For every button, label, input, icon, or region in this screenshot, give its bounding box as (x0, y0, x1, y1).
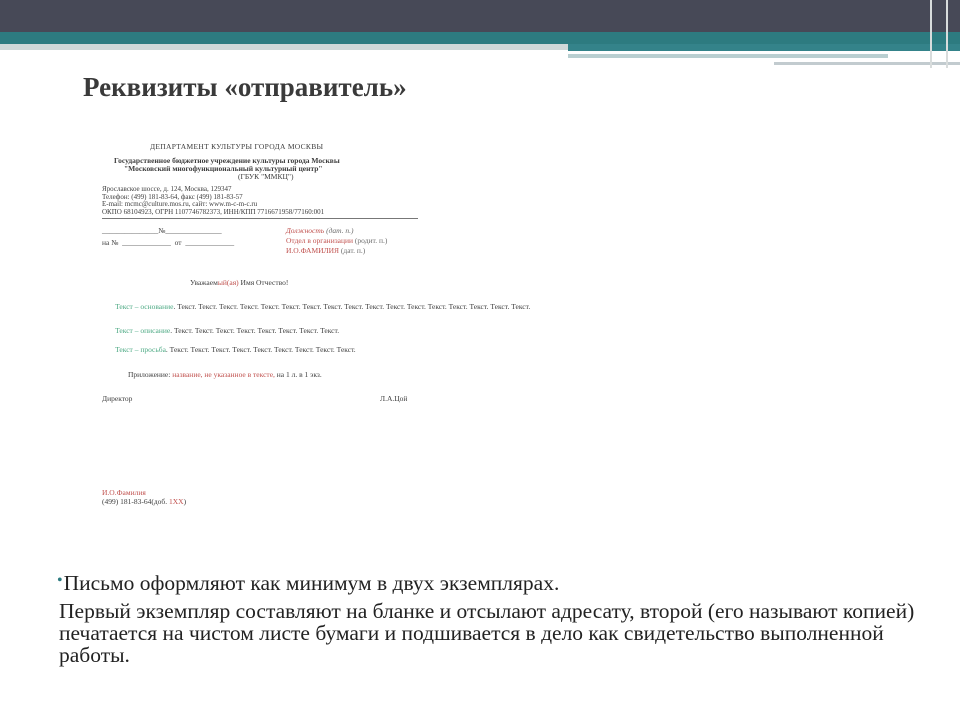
letter-department: ДЕПАРТАМЕНТ КУЛЬТУРЫ ГОРОДА МОСКВЫ (150, 142, 324, 151)
letter-org-short: (ГБУК "ММКЦ") (238, 172, 294, 181)
paragraph-label: Текст – описание (115, 326, 171, 335)
header-stripe (568, 44, 960, 51)
slide-title: Реквизиты «отправитель» (83, 72, 407, 102)
executor-phone-start: (499) 181-83-64(доб. (102, 497, 168, 506)
letter-number-row: _______________№_______________ (102, 226, 222, 235)
greeting-suffix: ый(ая) (217, 278, 239, 287)
letter-email: E-mail: mcmc@culture.mos.ru, сайт: www.m-c-m-c.ru (102, 200, 258, 208)
letter-signer: Л.А.Цой (380, 394, 408, 403)
letter-greeting (190, 278, 288, 287)
letter-address: Ярославское шоссе, д. 124, Москва, 129347 (102, 185, 232, 193)
letter-executor-phone (102, 497, 186, 506)
executor-phone-end: ) (183, 497, 187, 506)
recipient-fio (286, 246, 365, 255)
header-light-band (0, 44, 568, 50)
paragraph-text: . Текст. Текст. Текст. Текст. Текст. Текст. Текст. Текст. (170, 326, 340, 335)
header-bar (0, 0, 960, 32)
header-stripe (568, 54, 888, 58)
recipient-org (286, 236, 387, 245)
reference-mid: от (174, 238, 182, 247)
letter-contacts (102, 186, 324, 216)
reference-blank: _____________ (183, 238, 235, 247)
letter-sample (98, 138, 531, 510)
greeting-start: Уважаем (190, 278, 218, 287)
paragraph-label: Текст – основание (115, 302, 174, 311)
reference-blank: _____________ (120, 238, 173, 247)
attachment-name: название, не указанное в тексте, (172, 370, 275, 379)
paragraph-text: . Текст. Текст. Текст. Текст. Текст. Текст. Текст. Текст. Текст. Текст. Текст. Текст. Текст. Текст. Текст. Текст. Текст. (173, 302, 531, 311)
letter-phone: Телефон: (499) 181-83-64, факс (499) 181-83-57 (102, 192, 243, 201)
attachment-label: Приложение (128, 370, 169, 379)
paragraph-label: Текст – просьба (115, 345, 166, 354)
header-stripes (568, 44, 960, 68)
letter-director: Директор (102, 394, 133, 403)
recipient-org-case: (родит. п.) (354, 236, 388, 245)
letter-codes: ОКПО 68104923, ОГРН 1107746782373, ИНН/КПП 7716671958/77160:001 (102, 207, 325, 216)
greeting-end: Имя Отчество! (238, 278, 289, 287)
recipient-fio-case: (дат. п.) (340, 246, 366, 255)
bullet-text: Письмо оформляют как минимум в двух экземплярах. (63, 571, 560, 595)
letter-reference-row (102, 238, 234, 247)
header-accent-band (0, 32, 960, 44)
letter-org-line: "Московский многофункциональный культурный центр" (124, 164, 323, 173)
body-text (57, 570, 917, 666)
recipient-position (286, 226, 354, 235)
letter-executor-name: И.О.Фамилия (102, 488, 146, 497)
recipient-org-text: Отдел в организации (286, 236, 354, 245)
body-paragraph: Первый экземпляр составляют на бланке и отсылают адресату, второй (его называют копией) печатается на чистом листе бумаги и подшивается в дело как свидетельство выполненной работы. (59, 599, 915, 667)
letter-paragraph (102, 326, 420, 335)
reference-prefix: на № (102, 238, 119, 247)
attachment-tail: на 1 л. в 1 экз. (274, 370, 322, 379)
letterhead-rule (102, 218, 418, 219)
letter-paragraph (102, 302, 531, 311)
bullet-dot-icon: • (57, 572, 63, 589)
recipient-fio-text: И.О.ФАМИЛИЯ (286, 246, 340, 255)
letter-paragraph (102, 345, 420, 354)
letter-attachment: Приложение: название, не указанное в тексте, на 1 л. в 1 экз. (128, 370, 322, 379)
corner-decoration (930, 0, 948, 68)
paragraph-text: . Текст. Текст. Текст. Текст. Текст. Текст. Текст. Текст. Текст. (165, 345, 356, 354)
letter-org-line: Государственное бюджетное учреждение культуры города Москвы (114, 156, 340, 165)
executor-phone-ext: 1ХХ (169, 497, 184, 506)
recipient-position-text: Должность (286, 226, 325, 235)
recipient-position-case: (дат. п.) (326, 226, 354, 235)
bullet-item (57, 570, 917, 594)
